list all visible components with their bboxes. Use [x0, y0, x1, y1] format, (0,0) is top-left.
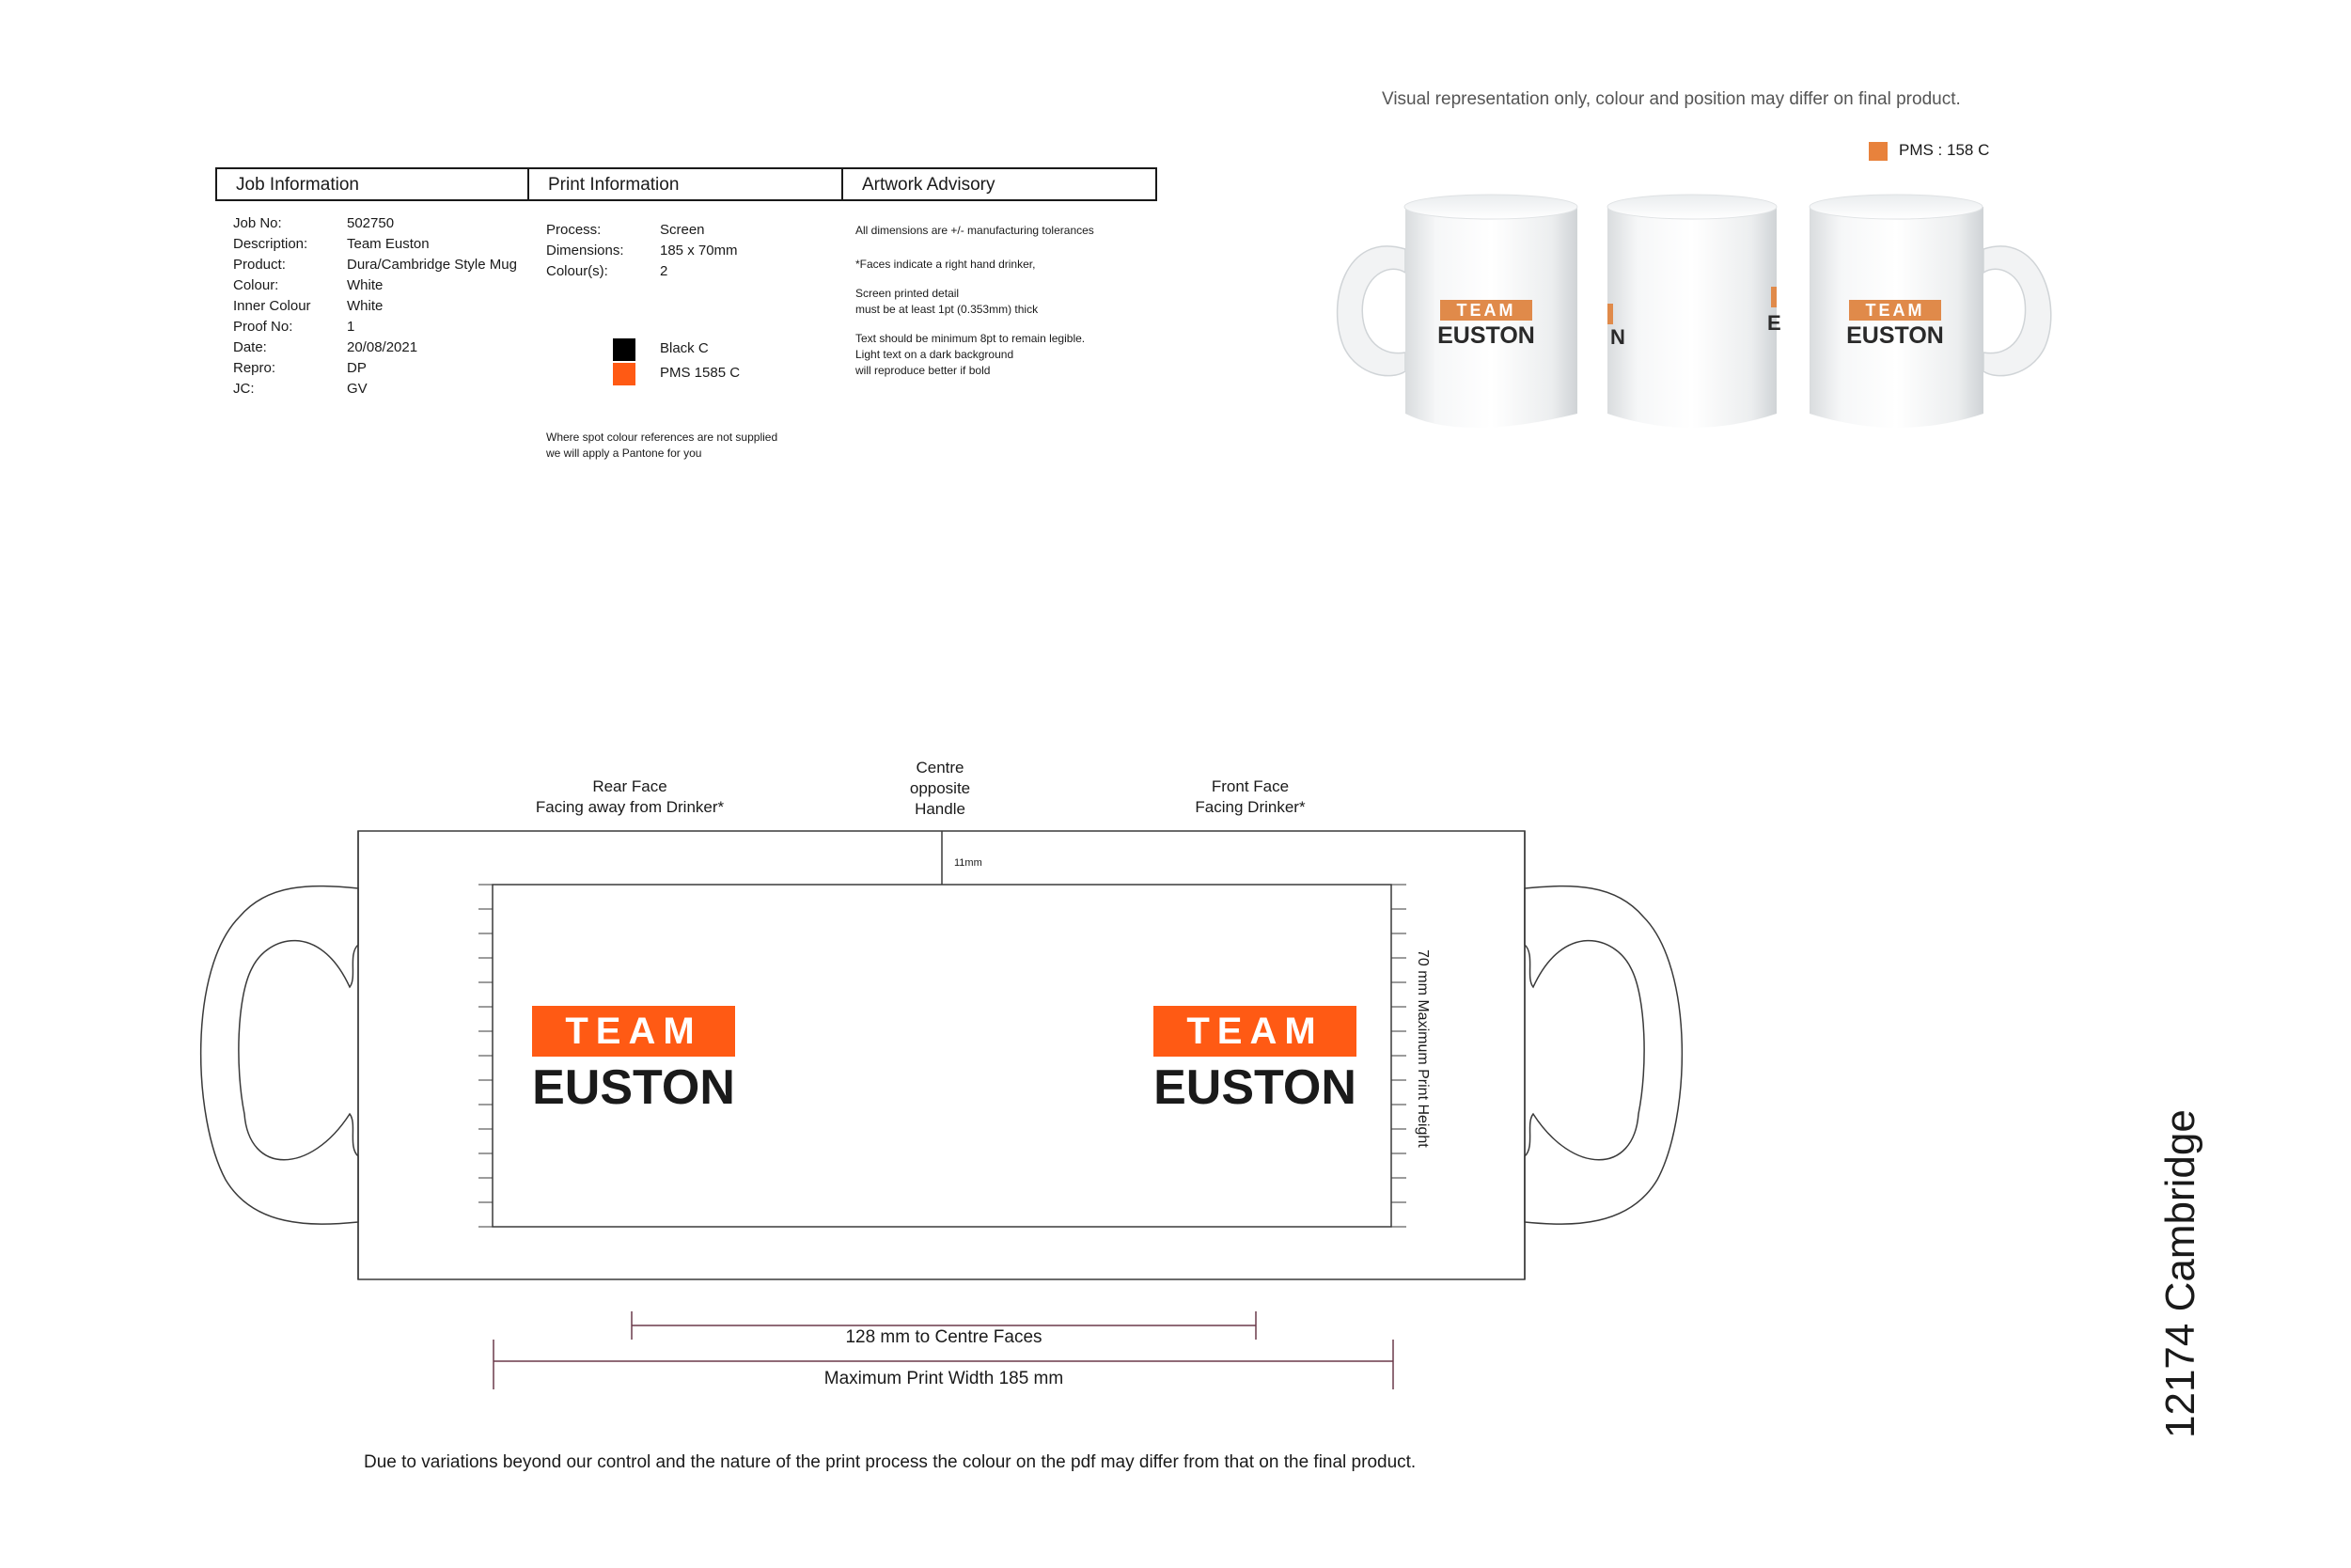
repro-label: Repro: [233, 360, 276, 376]
job-information-title: Job Information [236, 175, 359, 195]
svg-text:EUSTON: EUSTON [1846, 322, 1944, 349]
max-print-height-label: 70 mm Maximum Print Height [1415, 949, 1431, 1148]
rear-face-line-1: Rear Face [592, 777, 667, 795]
centre-line-2: opposite [909, 779, 971, 797]
front-logo-team: TEAM [1153, 1006, 1356, 1057]
inner-colour-label: Inner Colour [233, 298, 311, 314]
offset-11mm-label: 11mm [954, 857, 982, 869]
front-face-line-2: Facing Drinker* [1195, 798, 1306, 816]
bottom-disclaimer: Due to variations beyond our control and the nature of the print process the colour on the pdf may differ from that on the final product. [364, 1452, 1417, 1472]
advisory-line-4b: Light text on a dark background [855, 348, 1014, 361]
colours-label: Colour(s): [546, 263, 608, 279]
advisory-line-1: All dimensions are +/- manufacturing tolerances [855, 224, 1094, 237]
description-label: Description: [233, 236, 308, 252]
max-print-width-label: Maximum Print Width 185 mm [823, 1369, 1064, 1388]
colour-value: White [347, 277, 384, 293]
advisory-line-4a: Text should be minimum 8pt to remain legible. [855, 332, 1086, 345]
svg-text:EUSTON: EUSTON [1437, 322, 1535, 349]
artwork-advisory-title: Artwork Advisory [862, 175, 995, 195]
advisory-line-2: *Faces indicate a right hand drinker, [855, 258, 1036, 271]
right-ruler-ticks [1391, 885, 1406, 1227]
job-no-value: 502750 [347, 215, 395, 231]
process-label: Process: [546, 222, 602, 238]
advisory-line-3a: Screen printed detail [855, 287, 960, 300]
svg-text:TEAM: TEAM [1456, 301, 1516, 320]
repro-value: DP [347, 360, 367, 376]
front-logo-euston: EUSTON [1153, 1060, 1356, 1115]
svg-text:N: N [1610, 325, 1625, 349]
rear-logo-euston: EUSTON [532, 1060, 735, 1115]
print-information-title: Print Information [548, 175, 680, 195]
product-label: Product: [233, 257, 286, 273]
pms-1585c-label: PMS 1585 C [660, 365, 741, 381]
spot-note-line-2: we will apply a Pantone for you [546, 447, 702, 460]
left-ruler-ticks [478, 885, 493, 1227]
dimensions-value: 185 x 70mm [660, 243, 738, 259]
top-disclaimer: Visual representation only, colour and position may differ on final product. [1382, 89, 1961, 109]
svg-text:TEAM: TEAM [1865, 301, 1925, 320]
process-value: Screen [660, 222, 705, 238]
svg-text:E: E [1767, 311, 1781, 335]
spot-note-line-1: Where spot colour references are not supplied [546, 431, 778, 444]
date-label: Date: [233, 339, 267, 355]
centre-line-1: Centre [916, 759, 964, 776]
date-value: 20/08/2021 [347, 339, 418, 355]
colour-label: Colour: [233, 277, 279, 293]
inner-colour-value: White [347, 298, 384, 314]
proof-no-value: 1 [347, 319, 355, 335]
dimensions-label: Dimensions: [546, 243, 624, 259]
pms-preview-label: PMS : 158 C [1899, 141, 1990, 159]
black-c-label: Black C [660, 340, 709, 356]
product-code: 12174 Cambridge [2157, 1109, 2203, 1438]
product-value: Dura/Cambridge Style Mug [347, 257, 517, 273]
jc-value: GV [347, 381, 368, 397]
jc-label: JC: [233, 381, 255, 397]
right-handle-outline [1525, 886, 1682, 1224]
proof-no-label: Proof No: [233, 319, 293, 335]
front-face-line-1: Front Face [1211, 777, 1290, 795]
advisory-line-3b: must be at least 1pt (0.353mm) thick [855, 303, 1039, 316]
colours-value: 2 [660, 263, 668, 279]
left-handle-outline [201, 886, 358, 1224]
centre-line-3: Handle [915, 800, 965, 818]
rear-logo-team: TEAM [532, 1006, 735, 1057]
centre-faces-label: 128 mm to Centre Faces [845, 1327, 1042, 1347]
description-value: Team Euston [347, 236, 430, 252]
advisory-line-4c: will reproduce better if bold [855, 364, 991, 377]
job-no-label: Job No: [233, 215, 282, 231]
rear-face-line-2: Facing away from Drinker* [535, 798, 725, 816]
